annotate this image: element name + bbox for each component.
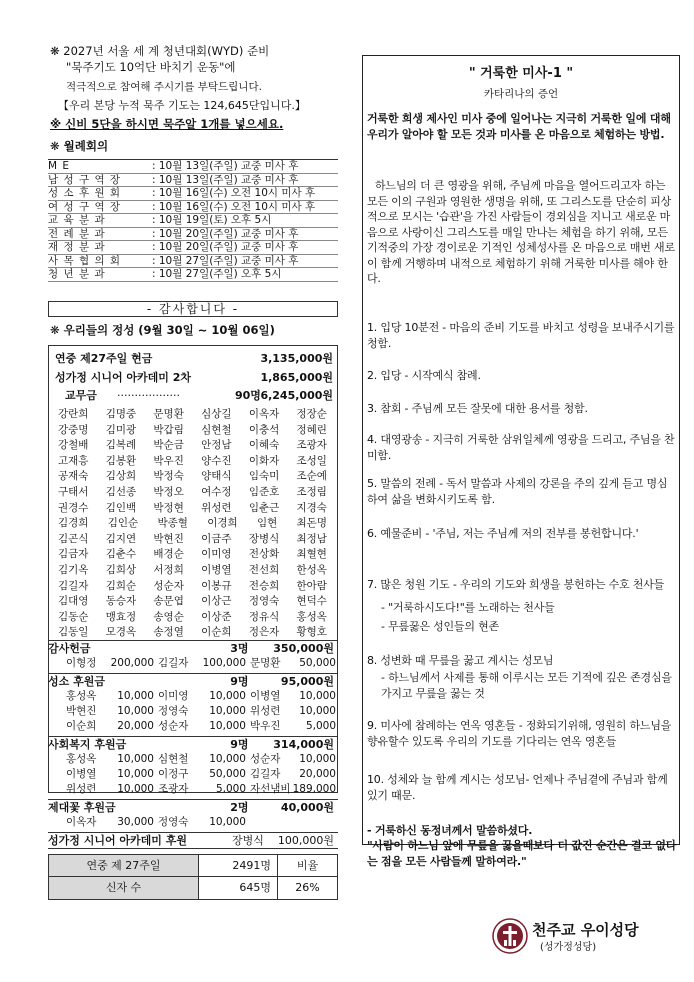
meeting-row [48,241,338,255]
donor-name: 위성련 [66,783,97,795]
donor-name: 이충석 [248,423,280,436]
members-label: 신자 수 [49,877,199,899]
donor-name: 여수정 [201,485,232,498]
donor-row [58,501,333,517]
offering-label-1: 연중 제27주일 현금 [55,352,153,365]
notice-line-2: "묵주기도 10억단 바치기 운동"에 [66,60,236,74]
donor-name: 서정희 [153,563,184,576]
donor-name: 자선냄비 [250,783,291,795]
attendance-table [48,854,338,900]
attendance-count: 2491명 [232,859,271,872]
donor-name: 송정열 [153,626,184,639]
donor-name: 안정남 [201,439,232,452]
donor-name: 심현철 [201,423,232,436]
donor-name: 이옥자 [66,816,97,828]
church-name: 천주교 우이성당 [532,921,639,939]
section-label: 제대꽃 후원금 [48,801,116,814]
section-count: 3명 [230,642,249,655]
meeting-group: 남 성 구 역 장 [48,173,122,186]
donation-amount: 200,000 [110,657,154,669]
donor-name: 이미영 [201,548,232,561]
thanks-banner: - 감사합니다 - [48,301,338,317]
meeting-row [48,255,338,269]
donor-name: 공재숙 [58,470,89,483]
donor-row [58,594,333,610]
donor-name: 박정숙 [153,470,184,483]
meeting-group: 성 소 후 원 회 [48,187,122,199]
offering-count-3: 90명 [235,389,261,402]
section-count: 9명 [230,738,249,751]
meeting-time: : 10월 13일(주일) 교중 미사 후 [152,160,299,172]
donor-name: 동승자 [105,595,137,608]
article-step: - 거룩하신 동정녀께서 말씀하셨다. [367,824,533,837]
section-count: 2명 [230,801,249,814]
meeting-time: : 10월 20일(주일) 교중 미사 후 [152,241,299,253]
ratio-label: 비율 [277,855,337,876]
donor-name: 정은자 [248,626,280,639]
meeting-time: : 10월 20일(주일) 교중 미사 후 [152,227,299,240]
donor-name: 강중명 [58,423,89,436]
offering-dots: ·················· [117,389,180,402]
donor-name: 전상화 [248,548,280,561]
donation-line [48,815,338,830]
donation-amount: 5,000 [215,783,246,795]
donor-name: 김길자 [158,657,189,669]
donation-amount: 50,000 [209,768,246,780]
section-vocation-support [48,673,338,734]
donor-row [58,438,333,454]
donation-amount: 10,000 [299,705,336,717]
donor-name: 조광자 [158,783,189,795]
donor-names-table [58,407,333,641]
donation-amount: 10,000 [117,705,154,717]
donor-name: 장병식 [248,532,280,545]
donor-name: 권경수 [58,501,89,514]
donor-name: 김인백 [105,501,137,514]
donor-name: 김금자 [58,548,89,561]
donor-row [58,610,333,626]
donor-name: 이금주 [201,532,232,545]
donor-name: 문명환 [153,408,184,420]
donor-name: 임숙미 [248,470,280,483]
article-step: 10. 성체와 늘 함께 계시는 성모님- 언제나 주님곁에 주님과 함께 있기 때문. [367,773,668,802]
donor-name: 정장순 [296,408,327,420]
donor-name: 양수진 [201,454,232,467]
donor-name: 이병열 [201,563,232,576]
donor-row [58,407,333,423]
donor-name: 김동순 [58,610,89,623]
donor-name: 박현진 [153,532,184,545]
article-step: - 무릎꿇은 성인들의 현존 [381,620,499,633]
meeting-time: : 10월 16일(수) 오전 10시 미사 후 [152,200,316,213]
donor-name: 박순금 [153,439,184,452]
donor-name: 홍성옥 [66,690,97,702]
offering-value-1: 3,135,000원 [260,352,333,365]
article-subtitle: 카타리나의 증언 [483,88,559,100]
donor-name: 심상길 [201,408,232,420]
donor-name: 김선종 [105,485,137,498]
article-step: - 하느님께서 사제를 통해 이루시는 모든 기적에 깊은 존경심을 가지고 무릎을 꿇는 것 [381,671,672,700]
article-step: 9. 미사에 참례하는 연옥 영혼들 - 정화되기위해, 영원히 하느님을 향유할수 있도록 우리의 기도를 기다리는 연옥 영혼들 [367,719,672,748]
offering-label-2: 성가정 시니어 아카데미 2차 [55,371,192,384]
meeting-time: : 10월 16일(수) 오전 10시 미사 후 [152,187,316,199]
donation-line [48,782,338,797]
donor-name: 구태서 [58,485,89,498]
donation-amount: 50,000 [299,657,336,669]
donor-name: 강철배 [58,439,89,452]
offering-value-3: 6,245,000원 [260,389,333,402]
donor-name: 이병열 [66,768,97,780]
article-step: - "거룩하시도다!"를 노래하는 천사들 [381,601,555,614]
donor-name: 정영숙 [158,816,189,828]
meeting-time: : 10월 19일(토) 오후 5시 [152,214,272,226]
donor-name: 김지연 [105,532,137,545]
donor-name: 이정구 [158,768,189,780]
donor-row [58,469,333,485]
donor-name: 전승희 [248,579,280,592]
meeting-group: 여 성 구 역 장 [48,200,122,213]
donor-name: 김길자 [58,579,89,592]
meeting-row [48,268,338,282]
meetings-table [48,159,338,282]
article-body: 하느님의 더 큰 영광을 위해, 주님께 마음을 열어드리고자 하는 모든 이의 구원과 영원한 생명을 위해, 또 그리스도를 단순히 피상적으로 모시는 '습관'을 가진 사람들이 경외심을 지니고 새로운 마음으로 사랑이신 그리스도를 매일 만나는 체험을 하기 위해, 모든 기적중의 가장 경이로운 기적인 성체성사를 온 마음으로 매번 새로이 함께 거행하며 내적으로 체험하기 위해 거룩한 미사를 해야 한다. [367,179,675,285]
donor-name: 이형정 [66,657,97,669]
donor-name: 이옥자 [248,408,280,420]
donor-name: 이화자 [248,454,280,467]
donor-name: 홍성옥 [296,610,327,623]
donor-row [58,532,333,548]
meeting-group: 전 례 분 과 [48,227,106,240]
donor-name: 임현 [256,517,278,530]
meeting-row [48,187,338,201]
senior-academy-label: 성가정 시니어 아카데미 후원 [48,834,187,847]
meeting-row [48,201,338,215]
donation-amount: 10,000 [209,816,246,828]
donation-amount: 5,000 [305,720,336,732]
donor-name: 김춘수 [105,548,137,561]
donation-line [48,689,338,704]
meeting-group: 재 정 분 과 [48,241,106,253]
members-count: 645명 [239,881,271,894]
donor-name: 최돈명 [296,517,327,530]
donor-row [58,454,333,470]
section-total: 314,000원 [273,738,334,751]
donor-name: 임춘근 [248,501,280,514]
section-altar-flowers [48,799,338,830]
donor-name: 이경희 [207,517,238,530]
donor-name: 김대영 [58,595,89,608]
donor-name: 조광자 [296,439,327,452]
donation-line [48,719,338,734]
donor-row [58,423,333,439]
ratio-value: 26% [277,877,337,899]
donor-name: 박갑림 [153,423,184,436]
donor-name: 송영순 [153,610,184,623]
section-thanks-offering [48,640,338,671]
meeting-group: 사 목 협 의 회 [48,254,122,267]
donor-name: 조순예 [296,470,327,483]
donor-name: 이상근 [201,595,232,608]
offering-title: ❋ 우리들의 정성 (9월 30일 ~ 10월 06일) [50,323,275,337]
section-total: 350,000원 [273,642,334,655]
church-logo-icon [492,918,528,954]
donor-name: 최혈현 [296,548,327,561]
donor-name: 박종혈 [157,517,188,530]
donor-name: 김봉환 [105,454,137,467]
meeting-group: 교 육 분 과 [48,214,106,226]
donor-name: 김기옥 [58,563,89,576]
donor-name: 홍성옥 [66,753,97,765]
meeting-row [48,160,338,174]
donor-name: 한성옥 [296,563,327,576]
rosary-count: 【우리 본당 누적 묵주 기도는 124,645단입니다.】 [58,99,306,112]
donation-amount: 10,000 [209,690,246,702]
donor-name: 김미광 [105,423,137,436]
donor-name: 문명환 [250,657,281,669]
notice-line-3: 적극적으로 참여해 주시기를 부탁드립니다. [66,81,262,93]
donor-name: 이미영 [158,690,189,702]
article-step: 5. 말씀의 전례 - 독서 말씀과 사제의 강론을 주의 깊게 듣고 명심하여 삶을 변화시키도록 함. [367,477,668,506]
donation-amount: 10,000 [117,690,154,702]
meeting-row [48,228,338,242]
donor-name: 이순희 [201,626,232,639]
meeting-group: 청 년 분 과 [48,268,106,280]
donor-name: 양태식 [201,470,232,483]
donor-name: 조성일 [296,454,327,467]
donor-name: 맹효정 [105,610,137,623]
donor-name: 이순희 [66,720,97,732]
donor-name: 전선희 [248,563,280,576]
donor-row [58,485,333,501]
donor-name: 위성련 [250,705,281,717]
mass-article-panel [362,55,680,868]
donor-name: 박현진 [66,705,97,717]
donation-amount: 189,000 [292,783,336,795]
donation-amount: 10,000 [117,768,154,780]
donor-name: 정영숙 [158,705,189,717]
section-total: 40,000원 [280,801,334,814]
section-label: 성소 후원금 [48,675,105,688]
donor-name: 송문엽 [153,595,184,608]
section-count: 9명 [230,675,249,688]
donation-line [48,767,338,782]
donation-line [48,656,338,671]
article-step: "사람이 하느님 앞에 무릎을 꿇을때보다 더 값진 순간은 결코 없다는 점을 모든 사람들께 말하여라." [367,839,677,868]
donor-row [58,625,333,641]
donor-name: 강란희 [58,408,89,420]
meeting-time: : 10월 27일(주일) 오후 5시 [152,268,282,280]
article-title: " 거룩한 미사-1 " [468,66,574,81]
offering-value-2: 1,865,000원 [260,371,333,384]
meeting-row [48,214,338,228]
section-total: 95,000원 [280,675,334,688]
donor-name: 심현철 [158,753,189,765]
donation-amount: 30,000 [117,816,154,828]
donor-name: 고재흥 [58,454,89,467]
article-step: 1. 입당 10분전 - 마음의 준비 기도를 바치고 성령을 보내주시기를 청함. [367,321,675,350]
section-label: 사회복지 후원금 [48,738,127,751]
donor-row [58,579,333,595]
section-label: 감사헌금 [48,642,91,655]
article-intro: 거룩한 희생 제사인 미사 중에 일어나는 지극히 거룩한 일에 대해 우리가 알아야 할 모든 것과 미사를 온 마음으로 체험하는 방법. [367,112,671,141]
donor-name: 위성련 [201,501,232,514]
donor-name: 김동일 [58,626,89,639]
donor-name: 정영숙 [248,595,280,608]
donor-name: 박정현 [153,501,184,514]
donor-name: 박우진 [250,720,281,732]
attendance-label: 연중 제 27주일 [49,855,199,876]
donor-name: 성순자 [250,753,281,765]
donation-line [48,752,338,767]
donor-row [58,547,333,563]
senior-academy-name: 장병식 [231,834,264,847]
donation-amount: 10,000 [117,753,154,765]
donor-name: 박정오 [153,485,184,498]
donor-name: 정유식 [248,610,280,623]
donor-name: 임준호 [248,485,280,498]
article-step: 3. 참회 - 주님께 모든 잘못에 대한 용서를 청함. [367,402,588,415]
meeting-group: M E [48,160,71,172]
donor-row [58,516,333,532]
notice-line-1: ❋ 2027년 서울 세 계 청년대회(WYD) 준비 [50,44,270,58]
donation-amount: 10,000 [209,705,246,717]
donor-name: 김인순 [107,517,139,530]
article-step: 8. 성변화 때 무릎을 꿇고 계시는 성모님 [367,654,554,667]
meeting-time: : 10월 27일(주일) 교중 미사 후 [152,254,299,267]
donor-name: 김희순 [105,579,137,592]
donor-row [58,563,333,579]
article-step: 2. 입당 - 시작예식 참례. [367,369,481,382]
donation-amount: 100,000 [202,657,246,669]
donor-name: 박우진 [153,454,184,467]
donation-amount: 10,000 [117,783,154,795]
donor-name: 현덕수 [296,595,327,608]
meeting-time: : 10월 13일(주일) 교중 미사 후 [152,173,299,186]
donor-name: 김경희 [58,517,89,530]
donor-name: 김길자 [250,768,281,780]
donor-name: 최정남 [296,532,327,545]
donor-name: 이병열 [250,690,281,702]
donor-name: 김곤식 [58,532,89,545]
donation-amount: 10,000 [299,690,336,702]
rosary-instruction: ※ 신비 5단을 하시면 묵주알 1개를 넣으세요. [50,117,284,131]
donor-name: 이봉규 [201,579,232,592]
donor-name: 성순자 [153,579,184,592]
donor-name: 김명중 [105,408,137,420]
donation-amount: 20,000 [299,768,336,780]
senior-academy-value: 100,000원 [277,834,334,847]
donation-amount: 10,000 [209,753,246,765]
donation-amount: 10,000 [299,753,336,765]
donor-name: 모경옥 [105,626,137,639]
donor-name: 조정림 [296,485,327,498]
donor-name: 이혜숙 [248,439,280,452]
article-step: 7. 많은 청원 기도 - 우리의 기도와 희생을 봉헌하는 수호 천사들 [367,578,665,591]
church-subname: (성가정성당) [540,942,597,953]
donor-name: 이상준 [201,610,232,623]
donation-line [48,704,338,719]
donor-name: 한아람 [296,579,327,592]
section-social-welfare [48,736,338,797]
donor-name: 김희상 [105,563,137,576]
donor-name: 정혜린 [296,423,327,436]
donor-name: 김상희 [105,470,137,483]
meeting-row [48,174,338,188]
meetings-title: ❋ 월례회의 [50,139,109,153]
donation-amount: 10,000 [209,720,246,732]
offering-label-3: 교무금 [65,389,97,402]
donor-name: 배경순 [153,548,184,561]
article-step: 4. 대영광송 - 지극히 거룩한 삼위일체께 영광을 드리고, 주님을 찬미함. [367,433,675,462]
donation-amount: 20,000 [117,720,154,732]
article-step: 6. 예물준비 - '주님, 저는 주님께 저의 전부를 봉헌합니다.' [367,527,639,540]
donor-name: 김복례 [105,439,137,452]
donor-name: 황형호 [296,626,327,639]
section-senior-academy [48,832,338,849]
donor-name: 성순자 [158,720,189,732]
donor-name: 지경숙 [296,501,327,514]
